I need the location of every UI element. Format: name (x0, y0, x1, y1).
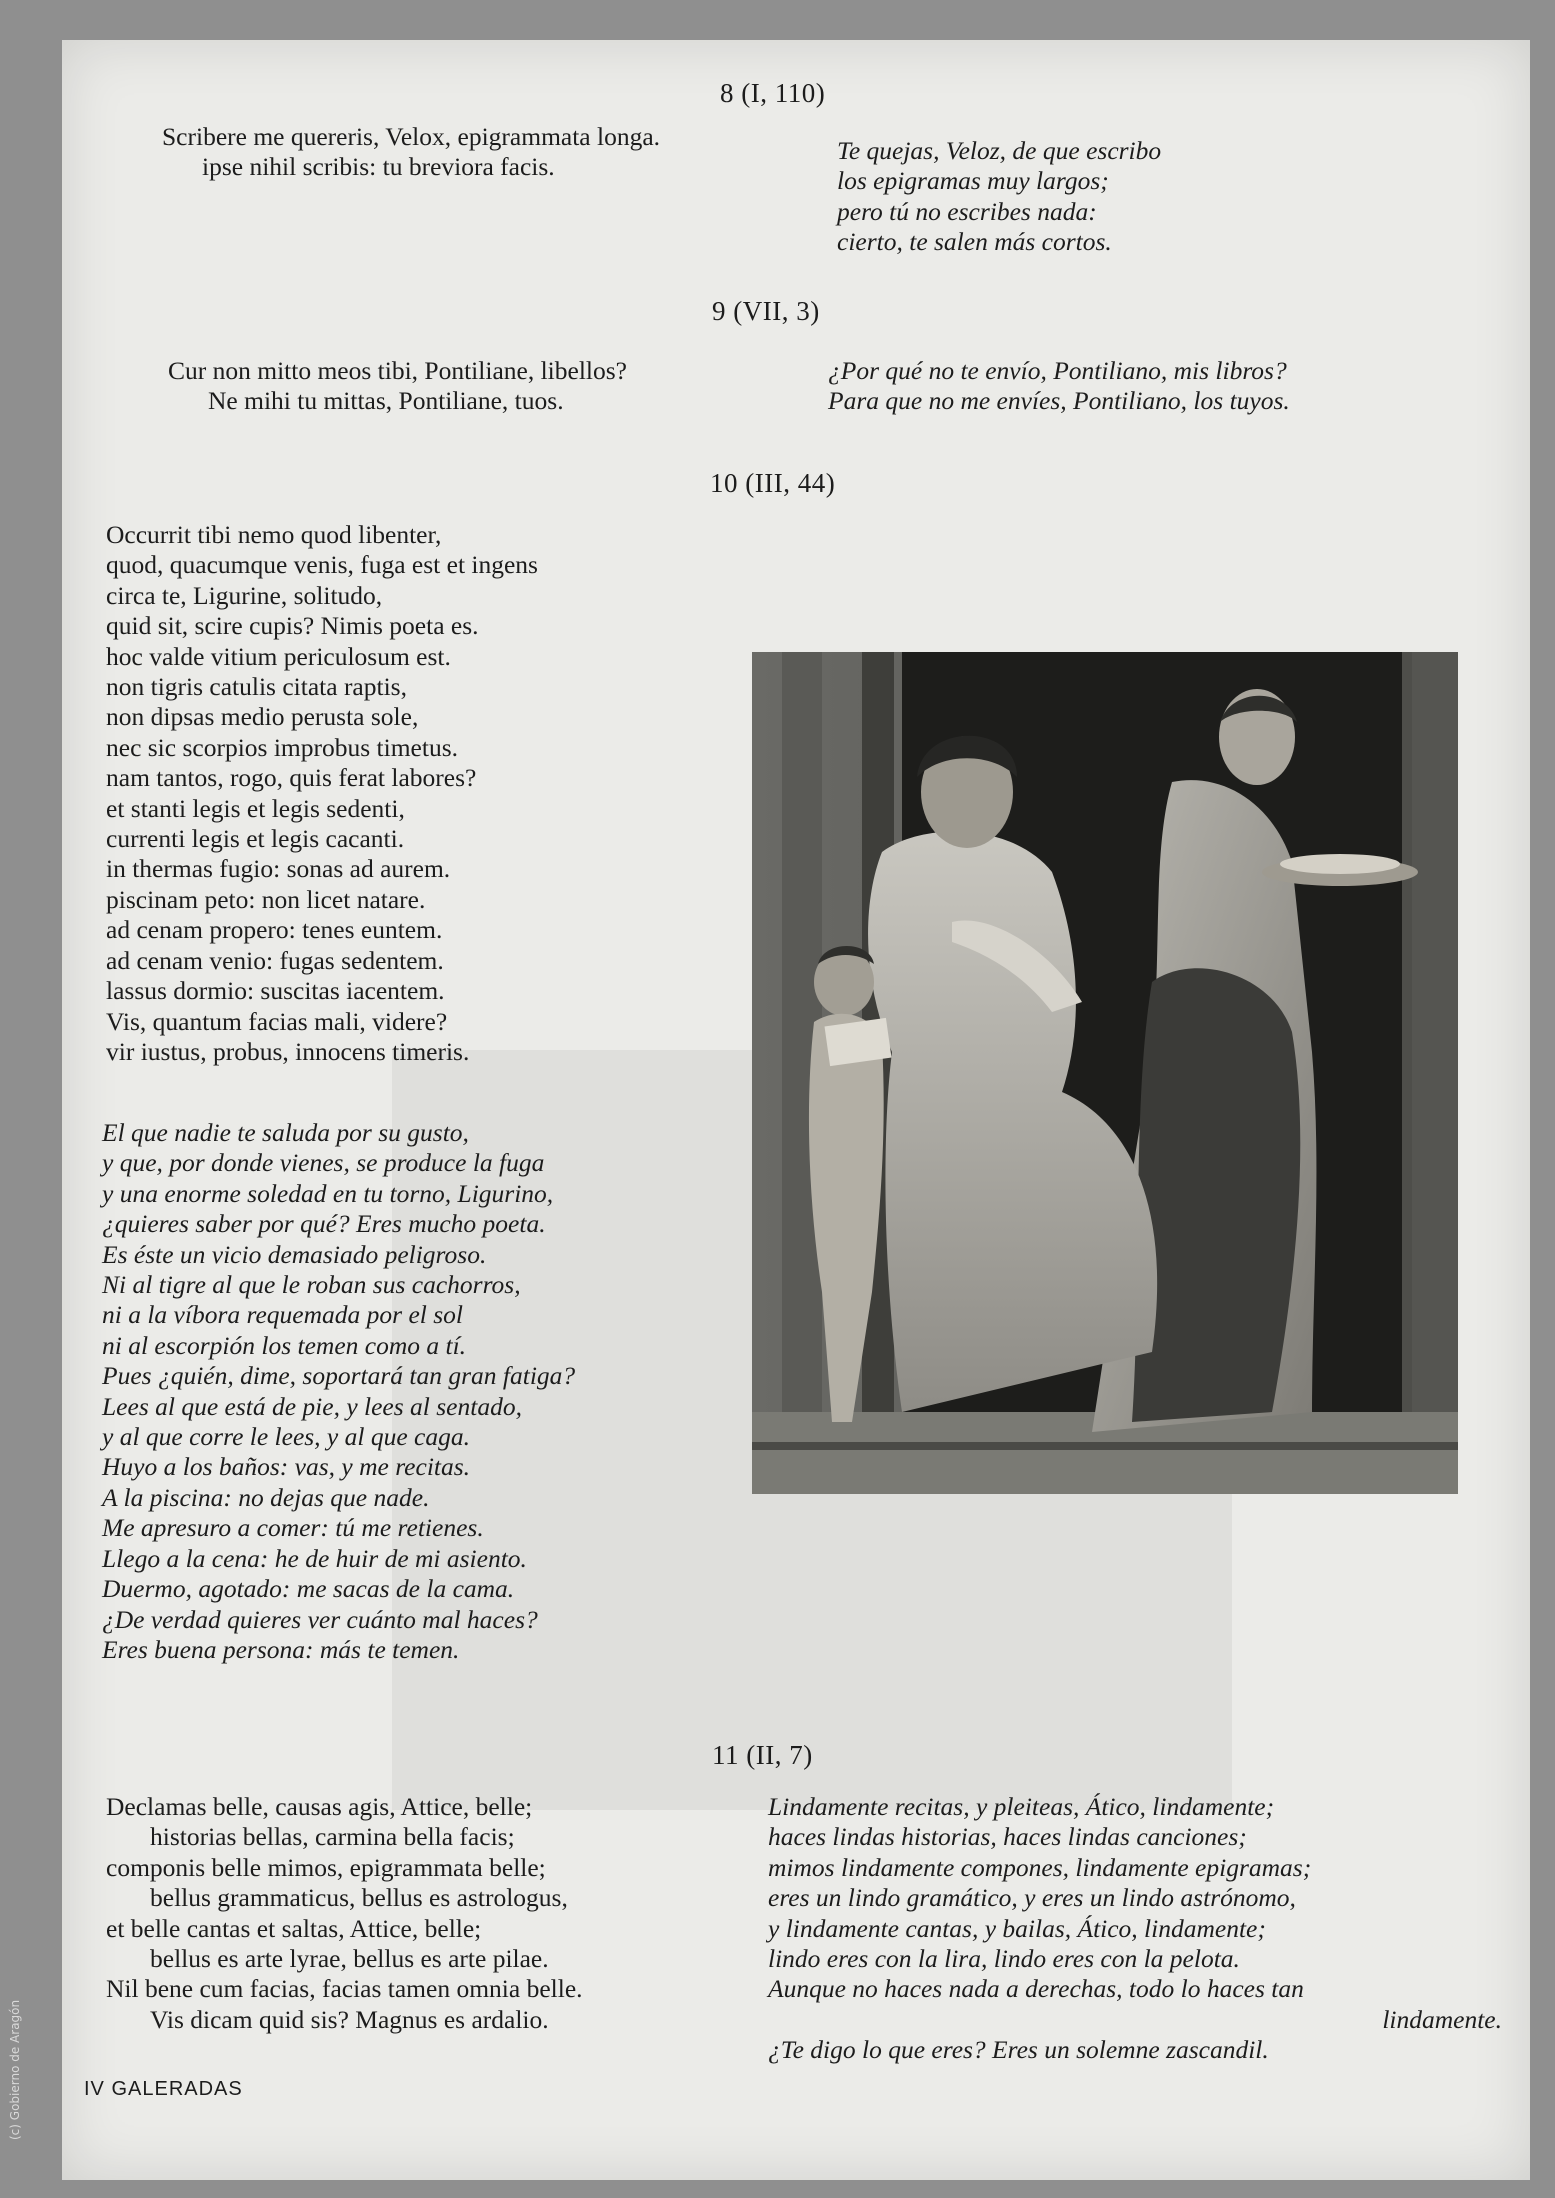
verse-line: ni a la víbora requemada por el sol (102, 1300, 463, 1330)
verse-line: Llego a la cena: he de huir de mi asiento. (102, 1543, 527, 1573)
verse-line: Lindamente recitas, y pleiteas, Ático, lindamente; (768, 1792, 1275, 1821)
verse-line: Pues ¿quién, dime, soportará tan gran fatiga? (102, 1361, 576, 1391)
epigram-9-spanish (828, 356, 1488, 417)
epigram-8-number: 8 (I, 110) (720, 78, 826, 108)
verse-line: vir iustus, probus, innocens timeris. (106, 1036, 470, 1066)
epigram-10-spanish (102, 1118, 722, 1665)
verse-line: ¿De verdad quieres ver cuánto mal haces? (102, 1604, 538, 1634)
page-footer: IV GALERADAS (84, 2078, 243, 2100)
verse-line: non tigris catulis citata raptis, (106, 672, 407, 702)
verse-line: ad cenam propero: tenes euntem. (106, 915, 443, 945)
verse-line: bellus grammaticus, bellus es astrologus, (150, 1883, 568, 1913)
verse-line: Es éste un vicio demasiado peligroso. (102, 1239, 487, 1269)
fresco-illustration (752, 652, 1458, 1494)
verse-line: componis belle mimos, epigrammata belle; (106, 1852, 546, 1882)
verse-line: lindamente. (1382, 2004, 1502, 2034)
verse-line: Lees al que está de pie, y lees al sentado, (102, 1391, 522, 1421)
verse-line: A la piscina: no dejas que nade. (102, 1482, 430, 1512)
verse-line: circa te, Ligurine, solitudo, (106, 580, 383, 610)
copyright-note: (c) Gobierno de Aragón (8, 1999, 22, 2140)
verse-line: Occurrit tibi nemo quod libenter, (106, 520, 442, 549)
verse-line: haces lindas historias, haces lindas canciones; (768, 1822, 1247, 1852)
verse-line: Huyo a los baños: vas, y me recitas. (102, 1452, 471, 1482)
verse-line: Scribere me quereris, Velox, epigrammata longa. (162, 122, 661, 151)
verse-line: ¿Por qué no te envío, Pontiliano, mis libros? (828, 356, 1287, 385)
verse-line: pero tú no escribes nada: (837, 196, 1097, 226)
verse-line: historias bellas, carmina bella facis; (150, 1822, 515, 1852)
verse-line: nec sic scorpios improbus timetus. (106, 732, 458, 762)
verse-line: nam tantos, rogo, quis ferat labores? (106, 763, 477, 793)
verse-line: Ni al tigre al que le roban sus cachorros, (102, 1270, 521, 1300)
verse-line: Declamas belle, causas agis, Attice, belle; (106, 1792, 533, 1821)
verse-line: Duermo, agotado: me sacas de la cama. (102, 1574, 515, 1604)
verse-line: bellus es arte lyrae, bellus es arte pilae. (150, 1944, 549, 1974)
verse-line: ad cenam venio: fugas sedentem. (106, 945, 444, 975)
epigram-11-spanish (768, 1792, 1508, 2066)
epigram-8-spanish (837, 136, 1397, 258)
verse-line: Vis dicam quid sis? Magnus es ardalio. (150, 2004, 549, 2034)
epigram-10-latin (106, 520, 666, 1067)
verse-line: los epigramas muy largos; (837, 166, 1109, 196)
verse-line: piscinam peto: non licet natare. (106, 884, 426, 914)
verse-line: y lindamente cantas, y bailas, Ático, lindamente; (768, 1913, 1266, 1943)
verse-line: Te quejas, Veloz, de que escribo (837, 136, 1162, 165)
verse-line: ¿quieres saber por qué? Eres mucho poeta. (102, 1209, 546, 1239)
verse-line: Ne mihi tu mittas, Pontiliane, tuos. (208, 386, 564, 416)
page (62, 40, 1530, 2180)
verse-line: quid sit, scire cupis? Nimis poeta es. (106, 611, 479, 641)
verse-line: eres un lindo gramático, y eres un lindo astrónomo, (768, 1883, 1296, 1913)
verse-line: Aunque no haces nada a derechas, todo lo haces tan (768, 1974, 1304, 2004)
verse-line: et stanti legis et legis sedenti, (106, 793, 405, 823)
verse-line: Nil bene cum facias, facias tamen omnia belle. (106, 1974, 583, 2004)
verse-line: y al que corre le lees, y al que caga. (102, 1422, 470, 1452)
verse-line: currenti legis et legis cacanti. (106, 824, 405, 854)
verse-line: ipse nihil scribis: tu breviora facis. (202, 152, 555, 182)
verse-line: El que nadie te saluda por su gusto, (102, 1118, 469, 1147)
verse-line: y una enorme soledad en tu torno, Ligurino, (102, 1178, 554, 1208)
verse-line: ni al escorpión los temen como a tí. (102, 1330, 467, 1360)
verse-line: lindo eres con la lira, lindo eres con la pelota. (768, 1944, 1240, 1974)
verse-line: ¿Te digo lo que eres? Eres un solemne zascandil. (768, 2035, 1269, 2065)
verse-line: Me apresuro a comer: tú me retienes. (102, 1513, 484, 1543)
epigram-9-latin (168, 356, 868, 417)
verse-line: cierto, te salen más cortos. (837, 227, 1112, 257)
verse-line: et belle cantas et saltas, Attice, belle; (106, 1913, 482, 1943)
verse-line: hoc valde vitium periculosum est. (106, 641, 451, 671)
verse-line: quod, quacumque venis, fuga est et ingens (106, 550, 538, 580)
verse-line: Cur non mitto meos tibi, Pontiliane, libellos? (168, 356, 627, 385)
epigram-9-number: 9 (VII, 3) (712, 296, 820, 326)
verse-line: in thermas fugio: sonas ad aurem. (106, 854, 451, 884)
verse-line: y que, por donde vienes, se produce la fuga (102, 1148, 545, 1178)
epigram-10-number: 10 (III, 44) (710, 468, 836, 498)
verse-line: lassus dormio: suscitas iacentem. (106, 976, 445, 1006)
verse-line: Para que no me envíes, Pontiliano, los tuyos. (828, 386, 1290, 416)
verse-line: mimos lindamente compones, lindamente epigramas; (768, 1852, 1312, 1882)
epigram-8-latin (162, 122, 862, 183)
epigram-11-number: 11 (II, 7) (712, 1740, 813, 1770)
epigram-11-latin (106, 1792, 746, 2035)
verse-line: Eres buena persona: más te temen. (102, 1634, 460, 1664)
verse-line: non dipsas medio perusta sole, (106, 702, 419, 732)
verse-line: Vis, quantum facias mali, videre? (106, 1006, 448, 1036)
